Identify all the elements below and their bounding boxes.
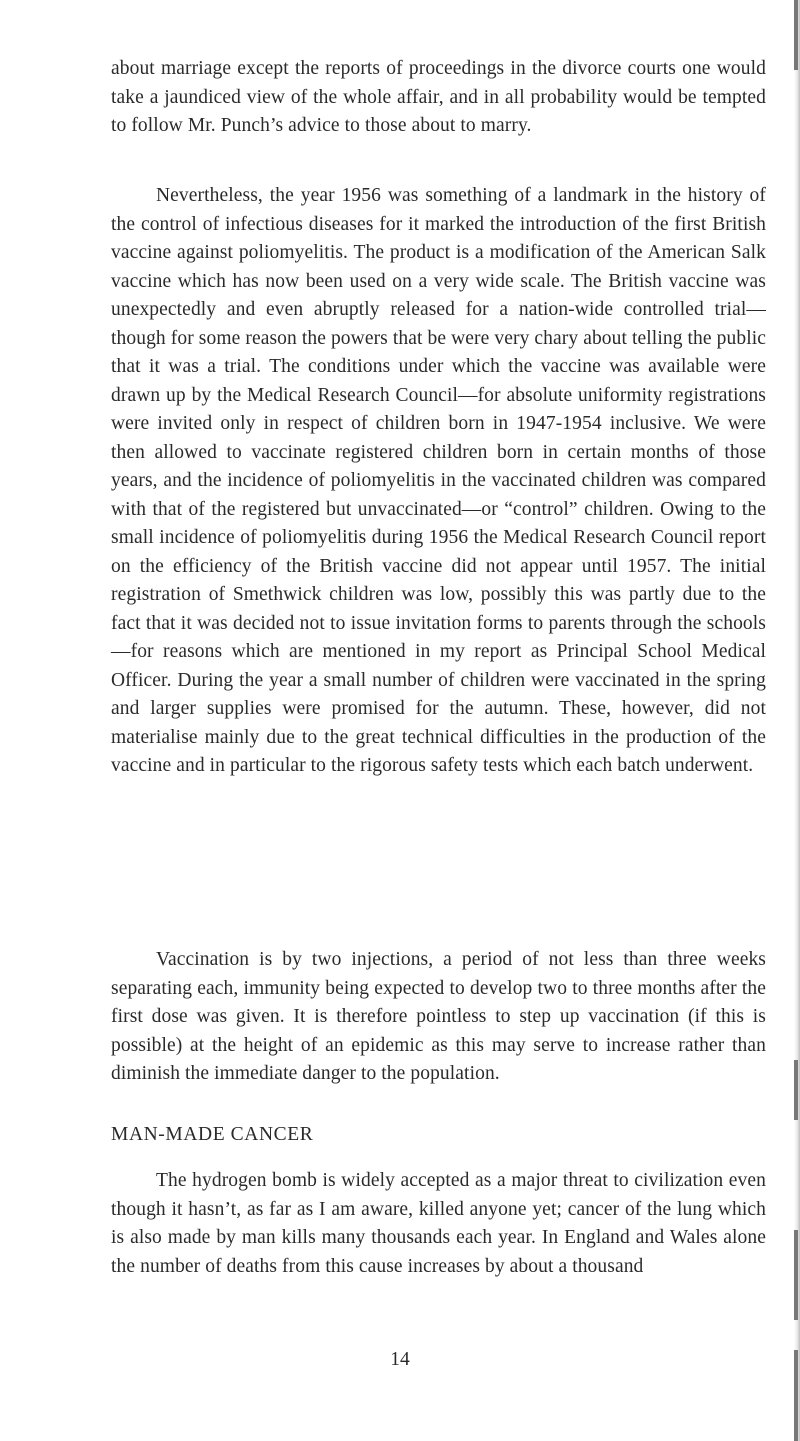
paragraph-text: Vaccination is by two injections, a period of not less than three weeks separating each, immunity being expected to develop two to three months after the first dose was given. It is therefore pointless to step up vaccination (if this is possible) at the height of an epidemic as this may serve to increase rather than diminish the immediate danger to the population.	[111, 949, 766, 1084]
scan-edge-shadow	[794, 0, 798, 70]
paragraph-vaccination-injections	[111, 946, 766, 1089]
scan-edge-shadow	[794, 1060, 798, 1120]
paragraph-polio-vaccine	[111, 182, 766, 781]
paragraph-text: The hydrogen bomb is widely accepted as a major threat to civilization even though it hasn’t, as far as I am aware, killed anyone yet; cancer of the lung which is also made by man kills many thousands each year. In England and Wales alone the number of deaths from this cause increases by about a thousand	[111, 1170, 766, 1277]
scan-edge-shadow	[794, 1230, 798, 1320]
scan-edge-shadow	[794, 1350, 798, 1441]
paragraph-marriage-continuation	[111, 55, 766, 141]
section-heading: MAN-MADE CANCER	[111, 1124, 314, 1145]
scan-page-edge	[794, 0, 800, 1441]
paragraph-text: about marriage except the reports of proceedings in the divorce courts one would take a jaundiced view of the whole affair, and in all probability would be tempted to follow Mr. Punch’s advice to those about to marry.	[111, 58, 766, 136]
paragraph-lung-cancer	[111, 1167, 766, 1281]
paragraph-text: Nevertheless, the year 1956 was something of a landmark in the history of the control of infectious diseases for it marked the introduction of the first British vaccine against poliomyelitis. The product is a modification of the American Salk vaccine which has now been used on a very wide scale. The British vaccine was unexpectedly and even abruptly released for a nation-wide controlled trial—though for some reason the powers that be were very chary about telling the public that it was a trial. The conditions under which the vaccine was available were drawn up by the Medical Research Council—for absolute uniformity registrations were invited only in respect of children born in 1947-1954 inclusive. We were then allowed to vaccinate registered children born in certain months of those years, and the incidence of poliomyelitis in the vaccinated children was compared with that of the registered but unvaccinated—or “control” children. Owing to the small incidence of poliomyelitis during 1956 the Medical Research Council report on the efficiency of the British vaccine did not appear until 1957. The initial registration of Smethwick children was low, possibly this was partly due to the fact that it was decided not to issue invitation forms to parents through the schools—for reasons which are mentioned in my report as Principal School Medical Officer. During the year a small number of children were vaccinated in the spring and larger supplies were promised for the autumn. These, however, did not materialise mainly due to the great technical difficulties in the production of the vaccine and in particular to the rigorous safety tests which each batch underwent.	[111, 185, 766, 776]
page-number: 14	[390, 1349, 410, 1370]
